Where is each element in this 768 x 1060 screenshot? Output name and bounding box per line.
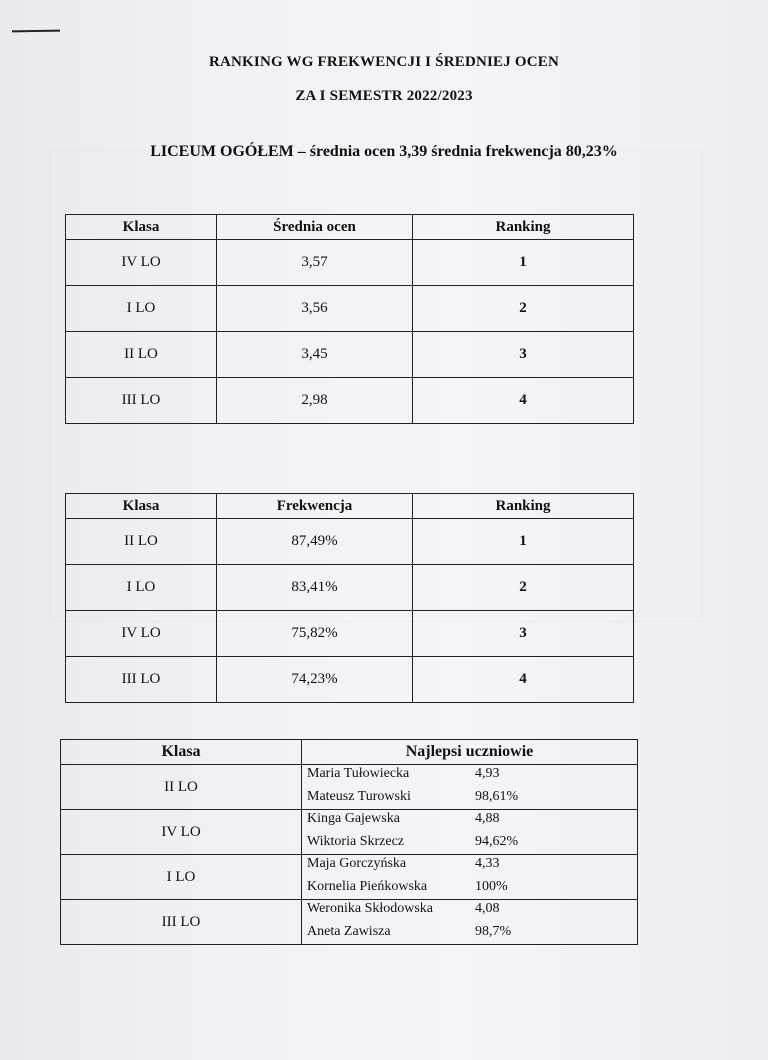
student-name: Mateusz Turowski [307, 789, 411, 804]
students-cell [302, 810, 638, 855]
table-row [61, 855, 638, 900]
rank-cell: 1 [413, 519, 634, 565]
pen-mark [12, 30, 60, 33]
table-row [66, 519, 634, 565]
table-header-row [66, 215, 634, 240]
column-header-class: Klasa [61, 740, 302, 765]
column-header-class: Klasa [66, 494, 217, 519]
table-row [66, 657, 634, 703]
column-header-class: Klasa [66, 215, 217, 240]
attendance-cell: 83,41% [217, 565, 413, 611]
student-average: 4,88 [475, 811, 500, 826]
student-name: Weronika Skłodowska [307, 901, 434, 916]
class-cell: IV LO [61, 810, 302, 855]
class-cell: III LO [61, 900, 302, 945]
class-cell: IV LO [66, 611, 217, 657]
table-header-row [61, 740, 638, 765]
attendance-ranking-table [65, 493, 634, 703]
student-attendance: 98,61% [475, 789, 519, 804]
column-header-ranking: Ranking [413, 494, 634, 519]
table-row [66, 378, 634, 424]
students-cell [302, 900, 638, 945]
student-attendance: 94,62% [475, 834, 519, 849]
class-cell: I LO [66, 286, 217, 332]
average-cell: 2,98 [217, 378, 413, 424]
attendance-cell: 87,49% [217, 519, 413, 565]
column-header-average: Średnia ocen [217, 215, 413, 240]
grades-ranking-table [65, 214, 634, 424]
class-cell: II LO [61, 765, 302, 810]
students-cell [302, 855, 638, 900]
rank-cell: 4 [413, 657, 634, 703]
rank-cell: 4 [413, 378, 634, 424]
student-average: 4,33 [475, 856, 500, 871]
column-header-attendance: Frekwencja [217, 494, 413, 519]
table-header-row [66, 494, 634, 519]
attendance-cell: 75,82% [217, 611, 413, 657]
class-cell: I LO [66, 565, 217, 611]
class-cell: I LO [61, 855, 302, 900]
student-name: Maria Tułowiecka [307, 766, 410, 781]
student-attendance: 100% [475, 879, 508, 894]
average-cell: 3,56 [217, 286, 413, 332]
column-header-best-students: Najlepsi uczniowie [302, 740, 638, 765]
class-cell: IV LO [66, 240, 217, 286]
rank-cell: 3 [413, 611, 634, 657]
student-average: 4,93 [475, 766, 500, 781]
rank-cell: 3 [413, 332, 634, 378]
page-subtitle: ZA I SEMESTR 2022/2023 [295, 88, 473, 104]
student-name: Kornelia Pieńkowska [307, 879, 428, 894]
class-cell: III LO [66, 657, 217, 703]
school-summary: LICEUM OGÓŁEM – średnia ocen 3,39 średnia frekwencja 80,23% [150, 143, 618, 160]
rank-cell: 2 [413, 286, 634, 332]
student-attendance: 98,7% [475, 924, 512, 939]
student-name: Aneta Zawisza [307, 924, 391, 939]
student-name: Wiktoria Skrzecz [307, 834, 405, 849]
table-row [66, 240, 634, 286]
column-header-ranking: Ranking [413, 215, 634, 240]
table-row [66, 286, 634, 332]
rank-cell: 1 [413, 240, 634, 286]
class-cell: II LO [66, 519, 217, 565]
student-average: 4,08 [475, 901, 500, 916]
rank-cell: 2 [413, 565, 634, 611]
table-row [61, 900, 638, 945]
table-row [66, 565, 634, 611]
page-title: RANKING WG FREKWENCJI I ŚREDNIEJ OCEN [208, 54, 560, 70]
student-name: Maja Gorczyńska [307, 856, 407, 871]
attendance-cell: 74,23% [217, 657, 413, 703]
table-row [61, 810, 638, 855]
table-row [61, 765, 638, 810]
student-name: Kinga Gajewska [307, 811, 400, 826]
class-cell: III LO [66, 378, 217, 424]
table-row [66, 332, 634, 378]
students-cell [302, 765, 638, 810]
class-cell: II LO [66, 332, 217, 378]
average-cell: 3,57 [217, 240, 413, 286]
table-row [66, 611, 634, 657]
average-cell: 3,45 [217, 332, 413, 378]
best-students-table [60, 739, 638, 945]
